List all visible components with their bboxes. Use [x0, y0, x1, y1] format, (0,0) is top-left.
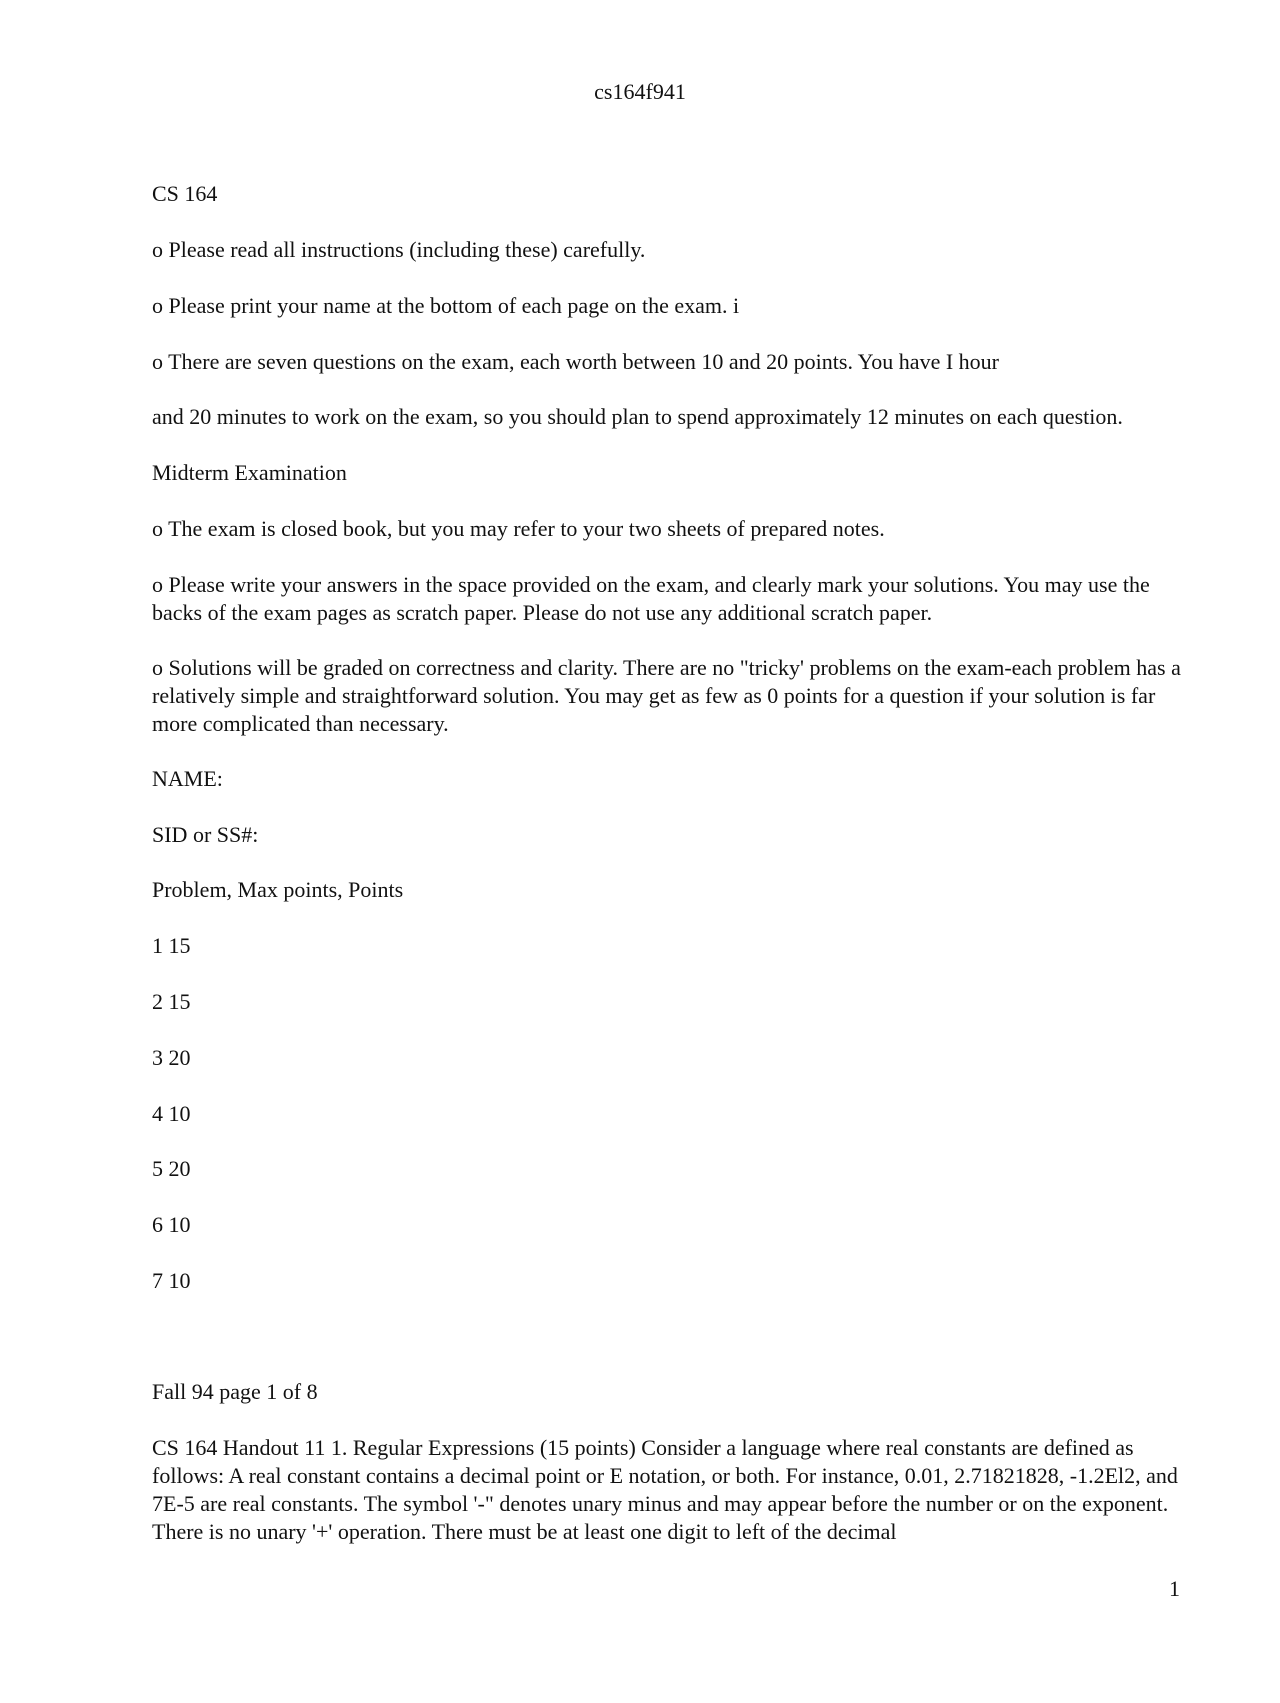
table-row: 5 20	[152, 1156, 191, 1181]
table-row: 3 20	[152, 1045, 191, 1070]
page-number: 1	[1169, 1576, 1180, 1601]
header-title: cs164f941	[594, 79, 686, 104]
table-row: 6 10	[152, 1212, 191, 1237]
instruction-questions: o There are seven questions on the exam, each worth between 10 and 20 points. You have I hour	[152, 349, 999, 374]
instruction-print-name: o Please print your name at the bottom of each page on the exam. i	[152, 293, 740, 318]
problem-1-text: CS 164 Handout 11 1. Regular Expressions (15 points) Consider a language where real constants are defined as follows: A real constant contains a decimal point or E notation, or both. For instance, 0.01, 2.71821828, -1.2El2, and 7E-5 are real constants. The symbol '-" denotes unary minus and may appear before the number or on the exponent. There is no unary '+' operation. There must be at least one digit to left of the decimal	[152, 1435, 1178, 1544]
page-footer-label: Fall 94 page 1 of 8	[152, 1379, 318, 1404]
table-row: 2 15	[152, 989, 191, 1014]
instruction-answers: o Please write your answers in the space provided on the exam, and clearly mark your solutions. You may use the backs of the exam pages as scratch paper. Please do not use any additional scratch paper.	[152, 572, 1150, 625]
table-row: 7 10	[152, 1268, 191, 1293]
exam-title: Midterm Examination	[152, 460, 347, 485]
instruction-time: and 20 minutes to work on the exam, so you should plan to spend approximately 12 minutes on each question.	[152, 404, 1123, 429]
table-row: 4 10	[152, 1101, 191, 1126]
table-header: Problem, Max points, Points	[152, 877, 404, 902]
instruction-read: o Please read all instructions (including these) carefully.	[152, 237, 646, 262]
name-label: NAME:	[152, 766, 223, 791]
sid-label: SID or SS#:	[152, 822, 259, 847]
course-title: CS 164	[152, 181, 218, 206]
instruction-closed-book: o The exam is closed book, but you may refer to your two sheets of prepared notes.	[152, 516, 885, 541]
instruction-grading: o Solutions will be graded on correctness and clarity. There are no "tricky' problems on the exam-each problem has a relatively simple and straightforward solution. You may get as few as 0 points for a question if your solution is far more complicated than necessary.	[152, 655, 1181, 736]
table-row: 1 15	[152, 933, 191, 958]
